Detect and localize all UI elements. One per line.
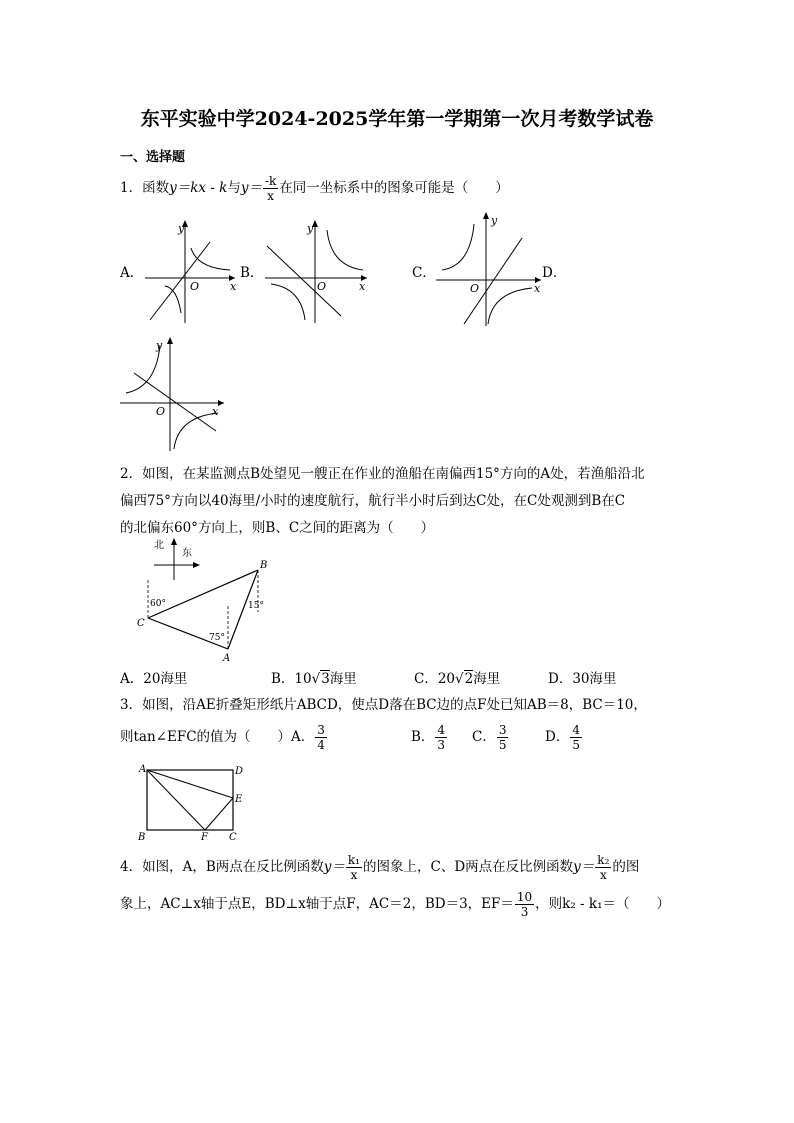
fraction: $\frac{\text{k₂}}{x}$ bbox=[597, 853, 610, 882]
point-b-label: B bbox=[138, 832, 146, 843]
y-axis-label: y bbox=[156, 339, 163, 352]
y-axis-label: y bbox=[178, 222, 185, 235]
option-c-label: C． bbox=[412, 265, 436, 281]
origin-label: O bbox=[317, 280, 327, 293]
hyperbola-branch-1 bbox=[442, 224, 474, 270]
point-a-label: A bbox=[139, 764, 147, 775]
point-c-label: C bbox=[229, 832, 237, 843]
formula: y＝ bbox=[240, 180, 262, 196]
q3-option-d: D． $\frac{4}{5}$ bbox=[545, 723, 580, 752]
x-axis-label: x bbox=[212, 405, 219, 418]
text: 与 bbox=[227, 180, 241, 196]
angle-15-label: 15° bbox=[248, 601, 264, 611]
graph-option-d bbox=[120, 335, 230, 455]
formula: y＝kx - k bbox=[169, 180, 228, 196]
question-4-line-2: 象上，AC⊥x轴于点E，BD⊥x轴于点F，AC＝2，BD＝3，EF＝ $\frac{10}{3}$ ，则k₂ - k₁＝（ ） bbox=[120, 890, 671, 919]
origin-label: O bbox=[190, 280, 200, 293]
point-c-label: C bbox=[137, 618, 145, 629]
x-axis-label: x bbox=[359, 280, 366, 293]
angle-60-label: 60° bbox=[150, 599, 166, 609]
question-4-line-1: 4．如图，A，B两点在反比例函数y＝ $\frac{\text{k₁}}{x}$ 的图象上，C、D两点在反比例函数y＝ $\frac{\text{k₂}}{x}$ 的图 bbox=[120, 853, 640, 882]
q3-option-b: B． $\frac{4}{3}$ bbox=[411, 723, 446, 752]
east-label: 东 bbox=[182, 548, 192, 559]
q2-option-d: D．30海里 bbox=[548, 671, 617, 687]
option-a-label: A． bbox=[120, 265, 144, 281]
question-2-line-3: 的北偏东60°方向上，则B、C之间的距离为（ ） bbox=[120, 520, 435, 536]
question-1-stem bbox=[120, 174, 509, 203]
hyperbola-branch-2 bbox=[174, 413, 218, 449]
point-e-label: E bbox=[235, 794, 243, 805]
hyperbola-branch-2 bbox=[271, 284, 305, 320]
point-b-label: B bbox=[260, 560, 268, 571]
x-axis-label: x bbox=[534, 282, 541, 295]
angle-75-label: 75° bbox=[209, 633, 225, 643]
fraction: $\frac{-k}{x}$ bbox=[264, 174, 277, 203]
question-2-figure bbox=[136, 536, 276, 666]
question-2-line-2: 偏西75°方向以40海里/小时的速度航行，航行半小时后到达C处，在C处观测到B在C bbox=[120, 493, 626, 509]
question-2-line-1: 2．如图，在某监测点B处望见一艘正在作业的渔船在南偏西15°方向的A处，若渔船沿北 bbox=[120, 466, 645, 482]
q2-option-c: C．20√2海里 bbox=[414, 671, 501, 687]
rectangle-abcd bbox=[147, 770, 233, 830]
question-number: 1． bbox=[120, 180, 143, 196]
text: 函数 bbox=[142, 180, 170, 196]
x-axis-label: x bbox=[230, 280, 237, 293]
origin-label: O bbox=[156, 405, 166, 418]
y-axis-label: y bbox=[491, 214, 498, 227]
option-b-label: B． bbox=[240, 265, 264, 281]
hyperbola-branch-1 bbox=[327, 230, 363, 270]
q2-option-a: A．20海里 bbox=[120, 671, 188, 687]
point-a-label: A bbox=[223, 653, 231, 664]
segment-cb bbox=[148, 570, 258, 618]
origin-label: O bbox=[470, 282, 480, 295]
option-d-label: D． bbox=[542, 265, 567, 281]
point-f-label: F bbox=[201, 832, 208, 843]
text: 在同一坐标系中的图象可能是（ ） bbox=[279, 180, 509, 196]
line-graph bbox=[464, 238, 522, 324]
hyperbola-branch-2 bbox=[488, 288, 532, 324]
graph-option-c bbox=[436, 210, 546, 330]
section-heading: 一、选择题 bbox=[120, 150, 186, 165]
question-3-line-2: 则tan∠EFC的值为（ ）A． $\frac{3}{4}$ bbox=[120, 723, 325, 752]
y-axis-label: y bbox=[307, 222, 314, 235]
question-3-line-1: 3．如图，沿AE折叠矩形纸片ABCD，使点D落在BC边的点F处已知AB＝8，BC＝10， bbox=[120, 697, 647, 713]
line-graph bbox=[267, 246, 341, 316]
segment-fe bbox=[205, 798, 233, 830]
page-title: 东平实验中学2024-2025学年第一学期第一次月考数学试卷 bbox=[140, 108, 654, 130]
question-3-figure bbox=[136, 762, 251, 842]
hyperbola-branch-1 bbox=[126, 345, 160, 393]
fraction: $\frac{10}{3}$ bbox=[516, 890, 533, 919]
q3-option-c: C． $\frac{3}{5}$ bbox=[472, 723, 507, 752]
point-d-label: D bbox=[235, 766, 244, 777]
fraction: $\frac{3}{4}$ bbox=[317, 723, 325, 752]
north-label: 北 bbox=[154, 540, 164, 551]
q2-option-b: B．10√3海里 bbox=[271, 671, 357, 687]
graph-option-a bbox=[145, 218, 240, 328]
graph-option-b bbox=[265, 218, 370, 328]
fraction: $\frac{\text{k₁}}{x}$ bbox=[347, 853, 360, 882]
